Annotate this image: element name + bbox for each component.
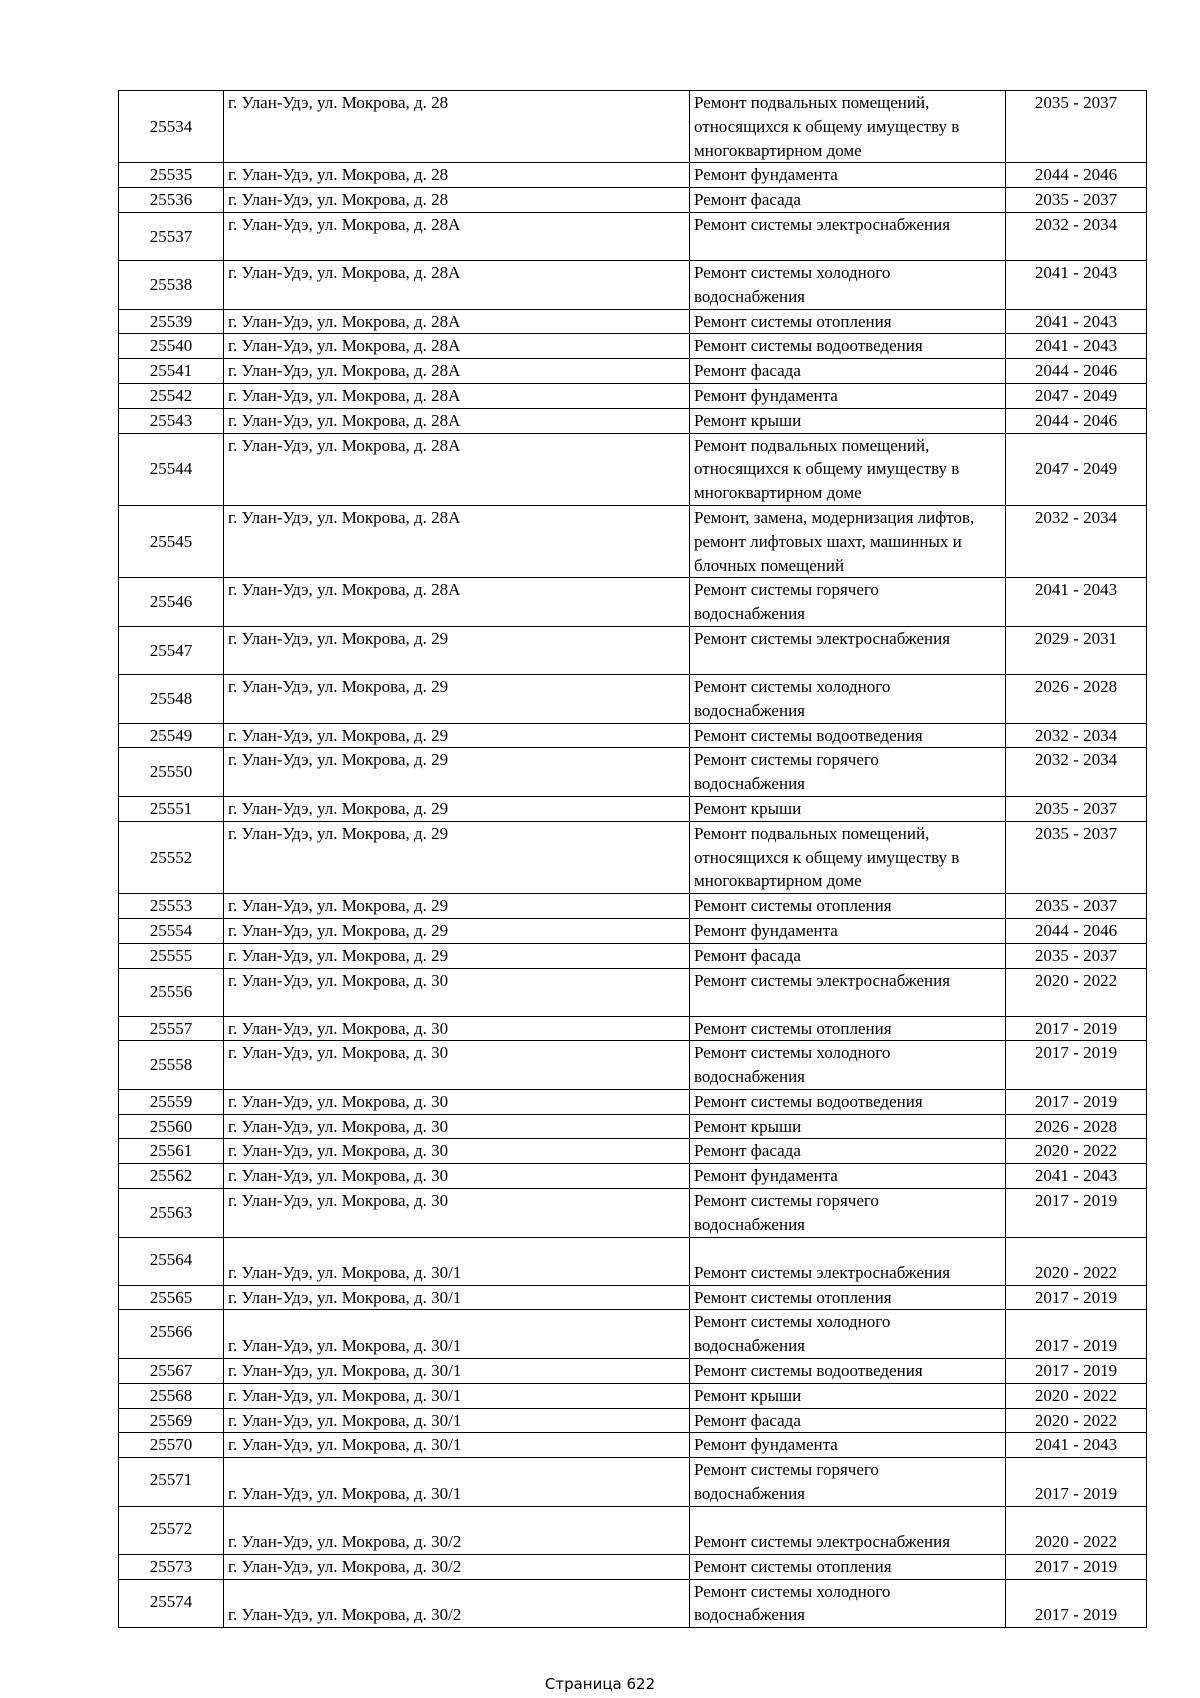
row-number-cell: 25539 [119, 309, 224, 334]
period-cell: 2017 - 2019 [1006, 1579, 1147, 1628]
work-type-cell: Ремонт подвальных помещений, относящихся к общему имуществу в многоквартирном доме [690, 433, 1006, 505]
address-cell: г. Улан-Удэ, ул. Мокрова, д. 28А [224, 383, 690, 408]
work-type-cell: Ремонт системы отопления [690, 1554, 1006, 1579]
period-cell: 2026 - 2028 [1006, 674, 1147, 723]
table-row [119, 1408, 1147, 1433]
table-row [119, 1285, 1147, 1310]
work-type-cell: Ремонт системы холодного водоснабжения [690, 1041, 1006, 1090]
address-cell: г. Улан-Удэ, ул. Мокрова, д. 30/2 [224, 1506, 690, 1554]
table-row [119, 1164, 1147, 1189]
row-number-cell: 25557 [119, 1016, 224, 1041]
address-cell: г. Улан-Удэ, ул. Мокрова, д. 28А [224, 433, 690, 505]
work-type-cell: Ремонт системы холодного водоснабжения [690, 1579, 1006, 1628]
table-row [119, 723, 1147, 748]
work-type-cell: Ремонт системы холодного водоснабжения [690, 1310, 1006, 1359]
address-cell: г. Улан-Удэ, ул. Мокрова, д. 30 [224, 1164, 690, 1189]
work-type-cell: Ремонт системы горячего водоснабжения [690, 1189, 1006, 1238]
work-type-cell: Ремонт крыши [690, 1383, 1006, 1408]
table-row [119, 1310, 1147, 1359]
work-type-cell: Ремонт фундамента [690, 918, 1006, 943]
row-number-cell: 25553 [119, 894, 224, 919]
period-cell: 2017 - 2019 [1006, 1041, 1147, 1090]
table-row [119, 334, 1147, 359]
address-cell: г. Улан-Удэ, ул. Мокрова, д. 29 [224, 748, 690, 797]
period-cell: 2017 - 2019 [1006, 1554, 1147, 1579]
row-number-cell: 25572 [119, 1506, 224, 1554]
address-cell: г. Улан-Удэ, ул. Мокрова, д. 29 [224, 894, 690, 919]
address-cell: г. Улан-Удэ, ул. Мокрова, д. 29 [224, 626, 690, 674]
work-type-cell: Ремонт фундамента [690, 163, 1006, 188]
table-row [119, 968, 1147, 1016]
table-body [119, 91, 1147, 1628]
address-cell: г. Улан-Удэ, ул. Мокрова, д. 30/1 [224, 1359, 690, 1384]
row-number-cell: 25552 [119, 821, 224, 893]
period-cell: 2035 - 2037 [1006, 91, 1147, 163]
period-cell: 2047 - 2049 [1006, 433, 1147, 505]
work-type-cell: Ремонт системы электроснабжения [690, 626, 1006, 674]
address-cell: г. Улан-Удэ, ул. Мокрова, д. 28А [224, 505, 690, 577]
row-number-cell: 25563 [119, 1189, 224, 1238]
period-cell: 2041 - 2043 [1006, 578, 1147, 627]
work-type-cell: Ремонт системы горячего водоснабжения [690, 1458, 1006, 1507]
period-cell: 2035 - 2037 [1006, 188, 1147, 213]
address-cell: г. Улан-Удэ, ул. Мокрова, д. 29 [224, 821, 690, 893]
table-row [119, 1458, 1147, 1507]
row-number-cell: 25565 [119, 1285, 224, 1310]
work-type-cell: Ремонт системы отопления [690, 309, 1006, 334]
address-cell: г. Улан-Удэ, ул. Мокрова, д. 30/1 [224, 1310, 690, 1359]
table-row [119, 1506, 1147, 1554]
period-cell: 2041 - 2043 [1006, 334, 1147, 359]
period-cell: 2044 - 2046 [1006, 359, 1147, 384]
table-row [119, 1554, 1147, 1579]
period-cell: 2020 - 2022 [1006, 968, 1147, 1016]
work-type-cell: Ремонт, замена, модернизация лифтов, ремонт лифтовых шахт, машинных и блочных помещений [690, 505, 1006, 577]
table-row [119, 918, 1147, 943]
work-type-cell: Ремонт крыши [690, 796, 1006, 821]
work-type-cell: Ремонт фундамента [690, 383, 1006, 408]
address-cell: г. Улан-Удэ, ул. Мокрова, д. 28 [224, 91, 690, 163]
table-row [119, 359, 1147, 384]
table-row [119, 163, 1147, 188]
table-row [119, 1383, 1147, 1408]
page-number: Страница 622 [544, 1675, 656, 1693]
row-number-cell: 25566 [119, 1310, 224, 1359]
row-number-cell: 25547 [119, 626, 224, 674]
row-number-cell: 25574 [119, 1579, 224, 1628]
work-type-cell: Ремонт крыши [690, 1114, 1006, 1139]
table-row [119, 943, 1147, 968]
address-cell: г. Улан-Удэ, ул. Мокрова, д. 30/1 [224, 1408, 690, 1433]
work-type-cell: Ремонт системы электроснабжения [690, 1237, 1006, 1285]
table-row [119, 260, 1147, 309]
period-cell: 2032 - 2034 [1006, 723, 1147, 748]
table-row [119, 408, 1147, 433]
period-cell: 2029 - 2031 [1006, 626, 1147, 674]
row-number-cell: 25546 [119, 578, 224, 627]
work-type-cell: Ремонт системы горячего водоснабжения [690, 578, 1006, 627]
table-row [119, 894, 1147, 919]
address-cell: г. Улан-Удэ, ул. Мокрова, д. 30/2 [224, 1554, 690, 1579]
work-type-cell: Ремонт системы электроснабжения [690, 968, 1006, 1016]
period-cell: 2044 - 2046 [1006, 918, 1147, 943]
work-type-cell: Ремонт фасада [690, 1408, 1006, 1433]
period-cell: 2020 - 2022 [1006, 1506, 1147, 1554]
table-row [119, 1189, 1147, 1238]
period-cell: 2017 - 2019 [1006, 1189, 1147, 1238]
row-number-cell: 25571 [119, 1458, 224, 1507]
row-number-cell: 25549 [119, 723, 224, 748]
row-number-cell: 25567 [119, 1359, 224, 1384]
address-cell: г. Улан-Удэ, ул. Мокрова, д. 29 [224, 943, 690, 968]
table-row [119, 212, 1147, 260]
address-cell: г. Улан-Удэ, ул. Мокрова, д. 28А [224, 578, 690, 627]
row-number-cell: 25560 [119, 1114, 224, 1139]
address-cell: г. Улан-Удэ, ул. Мокрова, д. 30 [224, 1016, 690, 1041]
row-number-cell: 25551 [119, 796, 224, 821]
work-type-cell: Ремонт системы водоотведения [690, 334, 1006, 359]
table-row [119, 1433, 1147, 1458]
address-cell: г. Улан-Удэ, ул. Мокрова, д. 28А [224, 309, 690, 334]
row-number-cell: 25536 [119, 188, 224, 213]
table-row [119, 1016, 1147, 1041]
work-type-cell: Ремонт системы водоотведения [690, 1089, 1006, 1114]
work-type-cell: Ремонт фасада [690, 943, 1006, 968]
address-cell: г. Улан-Удэ, ул. Мокрова, д. 29 [224, 918, 690, 943]
work-type-cell: Ремонт фундамента [690, 1164, 1006, 1189]
row-number-cell: 25537 [119, 212, 224, 260]
table-row [119, 1114, 1147, 1139]
period-cell: 2035 - 2037 [1006, 943, 1147, 968]
work-type-cell: Ремонт системы холодного водоснабжения [690, 674, 1006, 723]
row-number-cell: 25543 [119, 408, 224, 433]
table-row [119, 383, 1147, 408]
period-cell: 2044 - 2046 [1006, 163, 1147, 188]
row-number-cell: 25550 [119, 748, 224, 797]
table-row [119, 188, 1147, 213]
row-number-cell: 25538 [119, 260, 224, 309]
address-cell: г. Улан-Удэ, ул. Мокрова, д. 28А [224, 359, 690, 384]
work-type-cell: Ремонт крыши [690, 408, 1006, 433]
work-type-cell: Ремонт системы водоотведения [690, 723, 1006, 748]
period-cell: 2032 - 2034 [1006, 212, 1147, 260]
work-type-cell: Ремонт системы отопления [690, 1285, 1006, 1310]
row-number-cell: 25562 [119, 1164, 224, 1189]
row-number-cell: 25570 [119, 1433, 224, 1458]
address-cell: г. Улан-Удэ, ул. Мокрова, д. 30/1 [224, 1433, 690, 1458]
period-cell: 2020 - 2022 [1006, 1383, 1147, 1408]
work-type-cell: Ремонт фасада [690, 188, 1006, 213]
address-cell: г. Улан-Удэ, ул. Мокрова, д. 29 [224, 723, 690, 748]
address-cell: г. Улан-Удэ, ул. Мокрова, д. 30 [224, 1089, 690, 1114]
address-cell: г. Улан-Удэ, ул. Мокрова, д. 28А [224, 334, 690, 359]
row-number-cell: 25555 [119, 943, 224, 968]
table-row [119, 748, 1147, 797]
address-cell: г. Улан-Удэ, ул. Мокрова, д. 30/1 [224, 1383, 690, 1408]
period-cell: 2017 - 2019 [1006, 1089, 1147, 1114]
table-row [119, 674, 1147, 723]
work-type-cell: Ремонт системы холодного водоснабжения [690, 260, 1006, 309]
repair-schedule-table [118, 90, 1147, 1628]
period-cell: 2032 - 2034 [1006, 748, 1147, 797]
period-cell: 2047 - 2049 [1006, 383, 1147, 408]
work-type-cell: Ремонт подвальных помещений, относящихся к общему имуществу в многоквартирном доме [690, 821, 1006, 893]
work-type-cell: Ремонт системы отопления [690, 1016, 1006, 1041]
address-cell: г. Улан-Удэ, ул. Мокрова, д. 30/2 [224, 1579, 690, 1628]
work-type-cell: Ремонт фасада [690, 359, 1006, 384]
row-number-cell: 25554 [119, 918, 224, 943]
address-cell: г. Улан-Удэ, ул. Мокрова, д. 28А [224, 408, 690, 433]
work-type-cell: Ремонт фундамента [690, 1433, 1006, 1458]
period-cell: 2044 - 2046 [1006, 408, 1147, 433]
address-cell: г. Улан-Удэ, ул. Мокрова, д. 30 [224, 1041, 690, 1090]
period-cell: 2032 - 2034 [1006, 505, 1147, 577]
row-number-cell: 25559 [119, 1089, 224, 1114]
table-row [119, 505, 1147, 577]
period-cell: 2020 - 2022 [1006, 1237, 1147, 1285]
work-type-cell: Ремонт фасада [690, 1139, 1006, 1164]
row-number-cell: 25556 [119, 968, 224, 1016]
period-cell: 2041 - 2043 [1006, 309, 1147, 334]
address-cell: г. Улан-Удэ, ул. Мокрова, д. 29 [224, 796, 690, 821]
period-cell: 2035 - 2037 [1006, 796, 1147, 821]
row-number-cell: 25540 [119, 334, 224, 359]
row-number-cell: 25573 [119, 1554, 224, 1579]
address-cell: г. Улан-Удэ, ул. Мокрова, д. 30 [224, 1189, 690, 1238]
table-row [119, 626, 1147, 674]
table-row [119, 433, 1147, 505]
address-cell: г. Улан-Удэ, ул. Мокрова, д. 28А [224, 212, 690, 260]
address-cell: г. Улан-Удэ, ул. Мокрова, д. 28А [224, 260, 690, 309]
address-cell: г. Улан-Удэ, ул. Мокрова, д. 30/1 [224, 1237, 690, 1285]
row-number-cell: 25558 [119, 1041, 224, 1090]
address-cell: г. Улан-Удэ, ул. Мокрова, д. 30 [224, 1114, 690, 1139]
row-number-cell: 25548 [119, 674, 224, 723]
row-number-cell: 25544 [119, 433, 224, 505]
period-cell: 2020 - 2022 [1006, 1139, 1147, 1164]
row-number-cell: 25568 [119, 1383, 224, 1408]
table-row [119, 578, 1147, 627]
address-cell: г. Улан-Удэ, ул. Мокрова, д. 30/1 [224, 1285, 690, 1310]
table-row [119, 1089, 1147, 1114]
address-cell: г. Улан-Удэ, ул. Мокрова, д. 28 [224, 188, 690, 213]
work-type-cell: Ремонт системы отопления [690, 894, 1006, 919]
work-type-cell: Ремонт системы горячего водоснабжения [690, 748, 1006, 797]
address-cell: г. Улан-Удэ, ул. Мокрова, д. 28 [224, 163, 690, 188]
address-cell: г. Улан-Удэ, ул. Мокрова, д. 30 [224, 1139, 690, 1164]
period-cell: 2026 - 2028 [1006, 1114, 1147, 1139]
row-number-cell: 25541 [119, 359, 224, 384]
table-row [119, 1579, 1147, 1628]
table-row [119, 796, 1147, 821]
period-cell: 2020 - 2022 [1006, 1408, 1147, 1433]
table-row [119, 1359, 1147, 1384]
row-number-cell: 25534 [119, 91, 224, 163]
period-cell: 2017 - 2019 [1006, 1310, 1147, 1359]
address-cell: г. Улан-Удэ, ул. Мокрова, д. 30 [224, 968, 690, 1016]
period-cell: 2041 - 2043 [1006, 1433, 1147, 1458]
row-number-cell: 25564 [119, 1237, 224, 1285]
table-row [119, 1139, 1147, 1164]
work-type-cell: Ремонт системы электроснабжения [690, 212, 1006, 260]
table-row [119, 309, 1147, 334]
period-cell: 2035 - 2037 [1006, 894, 1147, 919]
row-number-cell: 25569 [119, 1408, 224, 1433]
work-type-cell: Ремонт подвальных помещений, относящихся к общему имуществу в многоквартирном доме [690, 91, 1006, 163]
period-cell: 2017 - 2019 [1006, 1359, 1147, 1384]
period-cell: 2017 - 2019 [1006, 1285, 1147, 1310]
row-number-cell: 25561 [119, 1139, 224, 1164]
table-row [119, 1041, 1147, 1090]
table-row [119, 1237, 1147, 1285]
work-type-cell: Ремонт системы водоотведения [690, 1359, 1006, 1384]
address-cell: г. Улан-Удэ, ул. Мокрова, д. 30/1 [224, 1458, 690, 1507]
period-cell: 2035 - 2037 [1006, 821, 1147, 893]
address-cell: г. Улан-Удэ, ул. Мокрова, д. 29 [224, 674, 690, 723]
table-row [119, 91, 1147, 163]
period-cell: 2017 - 2019 [1006, 1016, 1147, 1041]
row-number-cell: 25535 [119, 163, 224, 188]
period-cell: 2041 - 2043 [1006, 260, 1147, 309]
row-number-cell: 25545 [119, 505, 224, 577]
row-number-cell: 25542 [119, 383, 224, 408]
period-cell: 2017 - 2019 [1006, 1458, 1147, 1507]
work-type-cell: Ремонт системы электроснабжения [690, 1506, 1006, 1554]
period-cell: 2041 - 2043 [1006, 1164, 1147, 1189]
table-row [119, 821, 1147, 893]
